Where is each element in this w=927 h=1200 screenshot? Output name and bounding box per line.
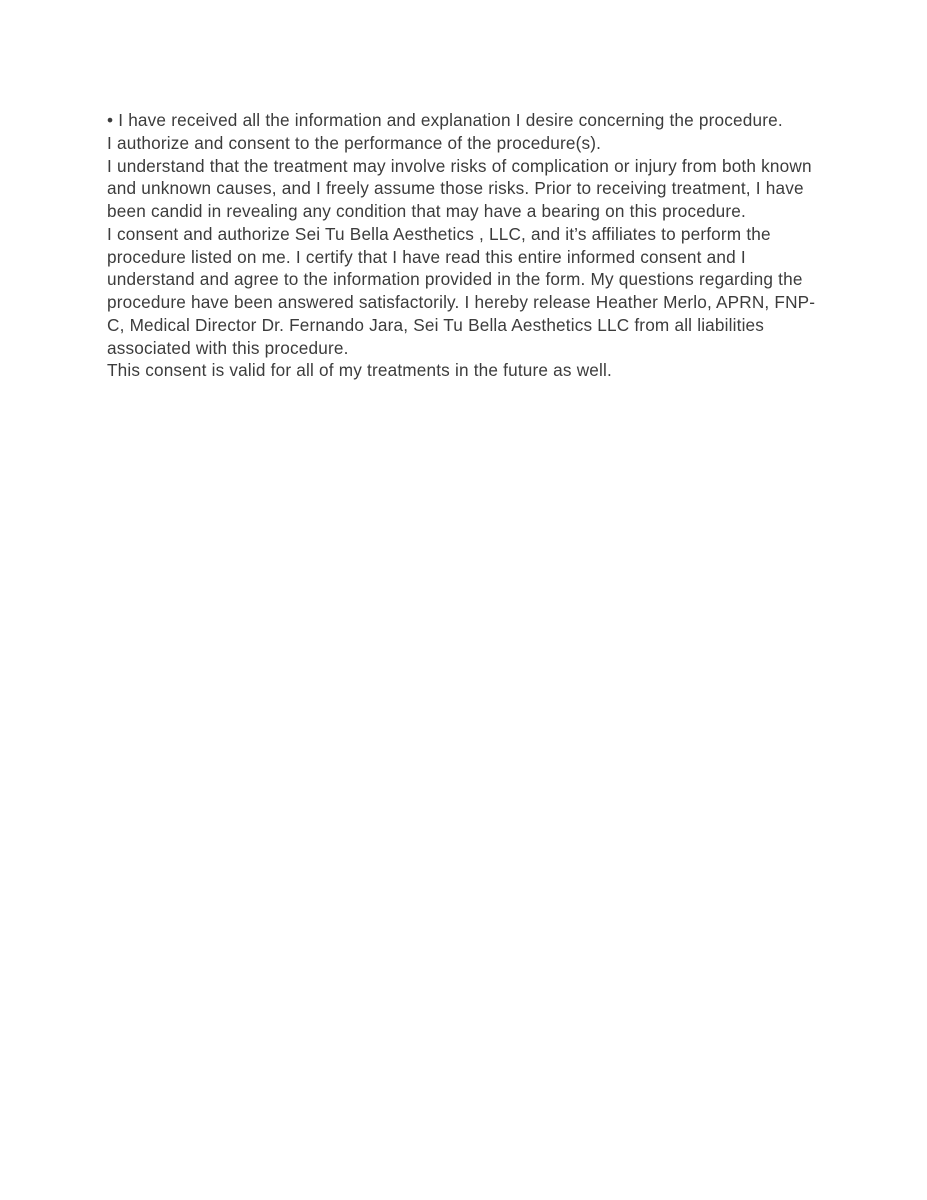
consent-paragraph-validity-statement: This consent is valid for all of my treatments in the future as well.: [107, 360, 612, 381]
consent-text-block: [107, 109, 823, 382]
consent-paragraph-information-received: • I have received all the information and explanation I desire concerning the procedure.: [107, 110, 783, 130]
consent-paragraph-authorization: I authorize and consent to the performance of the procedure(s).: [107, 132, 602, 153]
consent-paragraph-risk-acknowledgement: I understand that the treatment may involve risks of complication or injury from both known and unknown causes, and I freely assume those risks. Prior to receiving treatment, I have been candid in revealing any condition that may have a bearing on this procedure.: [107, 155, 812, 221]
consent-paragraph-release-of-liability: I consent and authorize Sei Tu Bella Aesthetics , LLC, and it’s affiliates to perform the procedure listed on me. I certify that I have read this entire informed consent and I understand and agree to the information provided in the form. My questions regarding the procedure have been answered satisfactorily. I hereby release Heather Merlo, APRN, FNP-C, Medical Director Dr. Fernando Jara, Sei Tu Bella Aesthetics LLC from all liabilities associated with this procedure.: [107, 223, 816, 358]
